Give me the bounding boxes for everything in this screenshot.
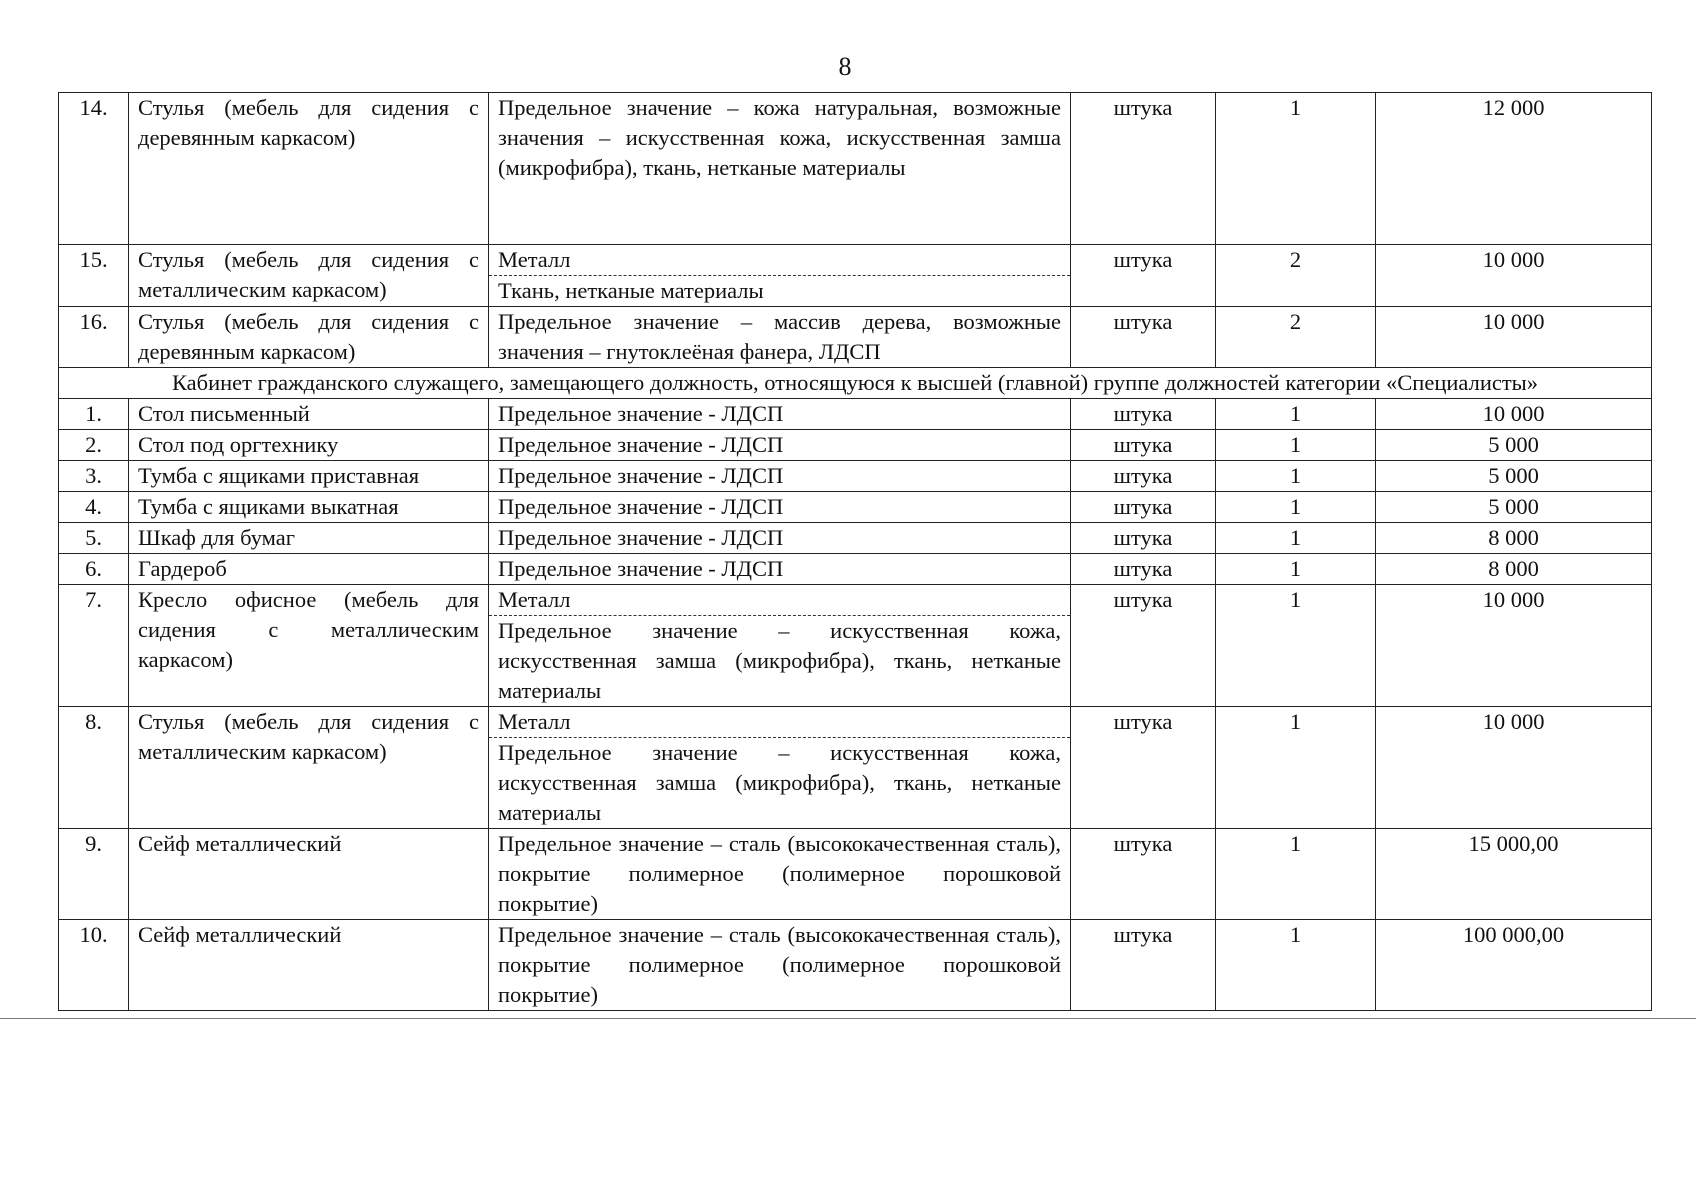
quantity: 1 <box>1216 430 1376 461</box>
item-name: Тумба с ящиками приставная <box>129 461 489 492</box>
item-spec <box>489 461 1071 492</box>
item-name: Сейф металлический <box>129 829 489 920</box>
quantity: 1 <box>1216 461 1376 492</box>
page-number: 8 <box>838 52 852 81</box>
spec-part: Предельное значение – кожа натуральная, возможные значения – искусственная кожа, искусственная замша (микрофибра), ткань, нетканые материалы <box>498 95 1061 180</box>
item-name: Стулья (мебель для сидения с металлическим каркасом) <box>129 245 489 307</box>
spec-part: Предельное значение – сталь (высококачественная сталь), покрытие полимерное (полимерное порошковой покрытие) <box>498 922 1061 1007</box>
spec-part: Предельное значение – искусственная кожа, искусственная замша (микрофибра), ткань, нетканые материалы <box>489 737 1070 828</box>
unit-of-measure: штука <box>1071 585 1216 707</box>
unit-of-measure: штука <box>1071 829 1216 920</box>
table-row <box>59 554 1652 585</box>
unit-of-measure: штука <box>1071 707 1216 829</box>
item-spec <box>489 554 1071 585</box>
unit-of-measure: штука <box>1071 245 1216 307</box>
price: 5 000 <box>1376 461 1652 492</box>
item-spec <box>489 707 1071 829</box>
item-spec <box>489 523 1071 554</box>
spec-part: Предельное значение - ЛДСП <box>498 494 784 519</box>
quantity: 1 <box>1216 585 1376 707</box>
item-spec <box>489 920 1071 1011</box>
item-spec <box>489 307 1071 368</box>
table-row <box>59 399 1652 430</box>
section-title: Кабинет гражданского служащего, замещающего должность, относящуюся к высшей (главной) группе должностей категории «Специалисты» <box>59 368 1652 399</box>
spec-part: Предельное значение - ЛДСП <box>498 525 784 550</box>
section-header-row <box>59 368 1652 399</box>
table-section-header <box>59 368 1652 399</box>
item-name: Стол письменный <box>129 399 489 430</box>
quantity: 1 <box>1216 554 1376 585</box>
price: 5 000 <box>1376 430 1652 461</box>
price: 10 000 <box>1376 245 1652 307</box>
table-row <box>59 523 1652 554</box>
spec-part: Металл <box>498 247 571 272</box>
table-row <box>59 585 1652 707</box>
item-spec <box>489 93 1071 245</box>
row-number: 15. <box>59 245 129 307</box>
unit-of-measure: штука <box>1071 93 1216 245</box>
item-name: Тумба с ящиками выкатная <box>129 492 489 523</box>
unit-of-measure: штука <box>1071 430 1216 461</box>
unit-of-measure: штука <box>1071 307 1216 368</box>
unit-of-measure: штука <box>1071 523 1216 554</box>
row-number: 9. <box>59 829 129 920</box>
item-name: Кресло офисное (мебель для сидения с металлическим каркасом) <box>129 585 489 707</box>
table-row <box>59 245 1652 307</box>
table-row <box>59 707 1652 829</box>
page-bottom-divider <box>0 1018 1696 1019</box>
table-row <box>59 93 1652 245</box>
spec-part: Предельное значение - ЛДСП <box>498 463 784 488</box>
row-number: 5. <box>59 523 129 554</box>
row-number: 7. <box>59 585 129 707</box>
table-row <box>59 829 1652 920</box>
spec-part: Металл <box>498 587 571 612</box>
item-spec <box>489 399 1071 430</box>
row-number: 14. <box>59 93 129 245</box>
row-number: 10. <box>59 920 129 1011</box>
item-name: Гардероб <box>129 554 489 585</box>
furniture-table <box>58 92 1652 1011</box>
quantity: 2 <box>1216 245 1376 307</box>
row-number: 6. <box>59 554 129 585</box>
price: 10 000 <box>1376 585 1652 707</box>
price: 8 000 <box>1376 523 1652 554</box>
quantity: 1 <box>1216 920 1376 1011</box>
price: 10 000 <box>1376 399 1652 430</box>
table-row <box>59 461 1652 492</box>
row-number: 4. <box>59 492 129 523</box>
item-name: Сейф металлический <box>129 920 489 1011</box>
item-spec <box>489 829 1071 920</box>
quantity: 1 <box>1216 523 1376 554</box>
row-number: 2. <box>59 430 129 461</box>
spec-part: Предельное значение - ЛДСП <box>498 401 784 426</box>
quantity: 1 <box>1216 829 1376 920</box>
item-spec <box>489 430 1071 461</box>
spec-part: Предельное значение - ЛДСП <box>498 432 784 457</box>
price: 15 000,00 <box>1376 829 1652 920</box>
item-name: Стулья (мебель для сидения с металлическим каркасом) <box>129 707 489 829</box>
price: 100 000,00 <box>1376 920 1652 1011</box>
row-number: 3. <box>59 461 129 492</box>
unit-of-measure: штука <box>1071 399 1216 430</box>
unit-of-measure: штука <box>1071 492 1216 523</box>
table-row <box>59 492 1652 523</box>
spec-part: Предельное значение - ЛДСП <box>498 556 784 581</box>
table-row <box>59 920 1652 1011</box>
unit-of-measure: штука <box>1071 554 1216 585</box>
table-row <box>59 430 1652 461</box>
table-body-top <box>59 93 1652 368</box>
item-name: Стулья (мебель для сидения с деревянным каркасом) <box>129 307 489 368</box>
quantity: 1 <box>1216 707 1376 829</box>
table-body-section <box>59 399 1652 1011</box>
quantity: 2 <box>1216 307 1376 368</box>
price: 5 000 <box>1376 492 1652 523</box>
spec-part: Ткань, нетканые материалы <box>489 275 1070 306</box>
item-spec <box>489 585 1071 707</box>
price: 10 000 <box>1376 707 1652 829</box>
item-name: Стол под оргтехнику <box>129 430 489 461</box>
price: 8 000 <box>1376 554 1652 585</box>
item-name: Шкаф для бумаг <box>129 523 489 554</box>
item-spec <box>489 245 1071 307</box>
spec-part: Предельное значение – сталь (высококачественная сталь), покрытие полимерное (полимерное порошковой покрытие) <box>498 831 1061 916</box>
unit-of-measure: штука <box>1071 920 1216 1011</box>
quantity: 1 <box>1216 399 1376 430</box>
price: 12 000 <box>1376 93 1652 245</box>
quantity: 1 <box>1216 492 1376 523</box>
quantity: 1 <box>1216 93 1376 245</box>
unit-of-measure: штука <box>1071 461 1216 492</box>
price: 10 000 <box>1376 307 1652 368</box>
spec-part: Предельное значение – массив дерева, возможные значения – гнутоклеёная фанера, ЛДСП <box>498 309 1061 364</box>
item-name: Стулья (мебель для сидения с деревянным каркасом) <box>129 93 489 245</box>
spec-part: Предельное значение – искусственная кожа, искусственная замша (микрофибра), ткань, нетканые материалы <box>489 615 1070 706</box>
item-spec <box>489 492 1071 523</box>
row-number: 16. <box>59 307 129 368</box>
row-number: 1. <box>59 399 129 430</box>
table-row <box>59 307 1652 368</box>
spec-part: Металл <box>498 709 571 734</box>
row-number: 8. <box>59 707 129 829</box>
